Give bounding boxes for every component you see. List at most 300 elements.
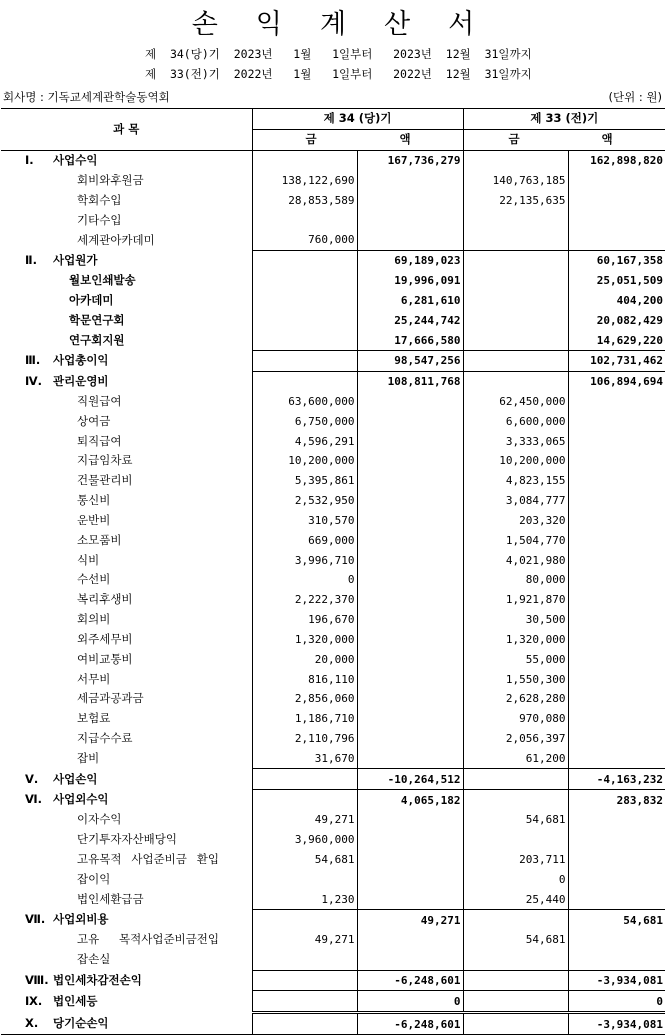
current-amount-header: [252, 129, 463, 150]
prior-total-cell: [568, 230, 665, 250]
current-total-cell: 19,996,091: [357, 271, 463, 291]
prior-total-cell: [568, 850, 665, 870]
account-cell: [1, 570, 252, 590]
account-cell: [1, 991, 252, 1013]
line-item-row: [1, 392, 665, 412]
prior-subamount-cell: 1,504,770: [463, 530, 568, 550]
current-subamount-cell: 4,596,291: [252, 431, 357, 451]
line-item-label: 운반비: [77, 512, 111, 527]
prior-subamount-cell: 1,921,870: [463, 590, 568, 610]
current-subamount-cell: 1,320,000: [252, 630, 357, 650]
prior-subamount-cell: [463, 371, 568, 391]
prior-subamount-cell: 140,763,185: [463, 170, 568, 190]
current-subamount-cell: [252, 330, 357, 350]
current-amount-left: 금: [305, 132, 317, 147]
account-cell: [1, 451, 252, 471]
line-item-label: 건물관리비: [77, 473, 133, 488]
line-item-label: 기타수입: [77, 212, 122, 227]
current-subamount-cell: 669,000: [252, 530, 357, 550]
current-total-cell: [357, 451, 463, 471]
prior-subamount-cell: [463, 790, 568, 810]
current-subamount-cell: 63,600,000: [252, 392, 357, 412]
line-item-row: [1, 889, 665, 909]
line-item-row: [1, 530, 665, 550]
current-total-cell: 69,189,023: [357, 250, 463, 270]
prior-period-header: 제 33 (전)기: [463, 109, 665, 130]
prior-subamount-cell: 1,320,000: [463, 630, 568, 650]
prior-subamount-cell: 6,600,000: [463, 411, 568, 431]
prior-total-cell: -4,163,232: [568, 769, 665, 790]
current-subamount-cell: 10,200,000: [252, 451, 357, 471]
prior-subamount-cell: [463, 330, 568, 350]
account-cell: [1, 530, 252, 550]
prior-total-cell: [568, 669, 665, 689]
account-cell: [1, 970, 252, 991]
current-subamount-cell: [252, 991, 357, 1013]
prior-total-cell: 162,898,820: [568, 150, 665, 170]
line-item-row: [1, 170, 665, 190]
line-item-row: [1, 689, 665, 709]
prior-total-cell: -3,934,081: [568, 970, 665, 991]
account-cell: [1, 250, 252, 270]
section-number: Ⅷ.: [25, 973, 49, 988]
current-amount-right: 액: [399, 132, 411, 147]
line-item-row: [1, 471, 665, 491]
current-total-cell: [357, 530, 463, 550]
prior-total-cell: 106,894,694: [568, 371, 665, 391]
line-item-row: [1, 431, 665, 451]
prior-subamount-cell: [463, 230, 568, 250]
section-label: 사업외비용: [53, 912, 109, 927]
current-subamount-cell: [252, 950, 357, 970]
statement-body: [1, 150, 665, 1034]
account-cell: [1, 729, 252, 749]
account-cell: [1, 371, 252, 391]
prior-subamount-cell: 4,823,155: [463, 471, 568, 491]
account-cell: [1, 392, 252, 412]
prior-total-cell: 283,832: [568, 790, 665, 810]
line-item-row: [1, 511, 665, 531]
section-number: Ⅹ.: [25, 1015, 39, 1030]
prior-total-cell: [568, 511, 665, 531]
prior-total-cell: [568, 190, 665, 210]
line-item-row: [1, 190, 665, 210]
section-row: [1, 910, 665, 930]
section-row: [1, 790, 665, 810]
account-cell: [1, 790, 252, 810]
line-item-label: 잡손실: [77, 952, 111, 967]
line-item-row: [1, 810, 665, 830]
account-cell: [1, 411, 252, 431]
prior-subamount-cell: 30,500: [463, 610, 568, 630]
current-subamount-cell: [252, 371, 357, 391]
section-label: 사업손익: [53, 771, 98, 786]
account-cell: [1, 590, 252, 610]
account-cell: [1, 1013, 252, 1035]
current-subamount-cell: [252, 1013, 357, 1035]
line-item-row: [1, 649, 665, 669]
account-cell: [1, 810, 252, 830]
current-total-cell: 98,547,256: [357, 350, 463, 371]
prior-total-cell: [568, 550, 665, 570]
current-total-cell: [357, 669, 463, 689]
line-item-row: [1, 610, 665, 630]
prior-total-cell: [568, 471, 665, 491]
account-cell: [1, 511, 252, 531]
prior-total-cell: 20,082,429: [596, 313, 664, 327]
line-item-label: 보험료: [77, 711, 111, 726]
prior-total-cell: [568, 930, 665, 950]
line-item-row: [1, 749, 665, 769]
current-subamount-cell: 5,395,861: [252, 471, 357, 491]
line-item-row: [1, 570, 665, 590]
current-total-cell: 6,281,610: [357, 290, 463, 310]
account-cell: [1, 950, 252, 970]
current-subamount-cell: 2,222,370: [252, 590, 357, 610]
current-subamount-cell: 1,230: [252, 889, 357, 909]
current-subamount-cell: 28,853,589: [252, 190, 357, 210]
current-subamount-cell: [252, 271, 357, 291]
line-item-label: 연구회지원: [69, 332, 125, 347]
current-total-cell: [357, 190, 463, 210]
account-cell: [1, 230, 252, 250]
line-item-row: [1, 550, 665, 570]
section-number: Ⅴ.: [25, 771, 39, 786]
account-cell: [1, 330, 252, 350]
prior-total-cell: [568, 451, 665, 471]
prior-total-cell: [568, 830, 665, 850]
current-subamount-cell: 196,670: [252, 610, 357, 630]
prior-subamount-cell: 3,333,065: [463, 431, 568, 451]
prior-subamount-cell: 10,200,000: [463, 451, 568, 471]
current-total-cell: [357, 729, 463, 749]
prior-subamount-cell: [463, 950, 568, 970]
line-item-row: [1, 950, 665, 970]
prior-subamount-cell: [463, 150, 568, 170]
prior-subamount-cell: [463, 271, 568, 291]
current-subamount-cell: [252, 310, 357, 330]
current-subamount-cell: 760,000: [252, 230, 357, 250]
prior-subamount-cell: 54,681: [463, 930, 568, 950]
current-total-cell: [357, 869, 463, 889]
line-item-row: [1, 230, 665, 250]
current-total-cell: [357, 230, 463, 250]
current-subamount-cell: [252, 769, 357, 790]
current-total-cell: [357, 830, 463, 850]
line-item-label: 복리후생비: [77, 592, 133, 607]
current-subamount-cell: [252, 910, 357, 930]
account-cell: [1, 889, 252, 909]
prior-total-cell: 25,051,509: [596, 274, 664, 288]
account-cell: [1, 930, 252, 950]
current-subamount-cell: 3,996,710: [252, 550, 357, 570]
prior-subamount-cell: 61,200: [463, 749, 568, 769]
current-total-cell: 25,244,742: [357, 310, 463, 330]
section-row: [1, 350, 665, 371]
line-item-row: [1, 830, 665, 850]
line-item-label: 잡이익: [77, 871, 111, 886]
account-cell: [1, 271, 252, 291]
prior-subamount-cell: 55,000: [463, 649, 568, 669]
prior-subamount-cell: 4,021,980: [463, 550, 568, 570]
line-item-row: [1, 330, 665, 350]
current-total-cell: [357, 570, 463, 590]
account-cell: [1, 350, 252, 371]
current-total-cell: [357, 392, 463, 412]
account-cell: [1, 630, 252, 650]
prior-subamount-cell: 25,440: [463, 889, 568, 909]
current-subamount-cell: [252, 970, 357, 991]
current-subamount-cell: 54,681: [252, 850, 357, 870]
account-cell: [1, 310, 252, 330]
section-number: Ⅶ.: [25, 912, 46, 927]
prior-subamount-cell: [463, 970, 568, 991]
line-item-label: 수선비: [77, 572, 111, 587]
section-row: [1, 970, 665, 991]
account-cell: [1, 869, 252, 889]
current-subamount-cell: 20,000: [252, 649, 357, 669]
prior-total-cell: [568, 210, 665, 230]
line-item-row: [1, 850, 665, 870]
current-subamount-cell: 31,670: [252, 749, 357, 769]
prior-subamount-cell: 62,450,000: [463, 392, 568, 412]
prior-amount-header: [463, 129, 665, 150]
section-label: 사업원가: [53, 252, 98, 267]
account-cell: [1, 850, 252, 870]
prior-total-cell: 54,681: [568, 910, 665, 930]
line-item-label: 지급임차료: [77, 453, 133, 468]
current-subamount-cell: 6,750,000: [252, 411, 357, 431]
prior-subamount-cell: 54,681: [463, 810, 568, 830]
line-item-row: [1, 310, 665, 330]
account-cell: [1, 290, 252, 310]
section-number: Ⅳ.: [25, 373, 43, 388]
line-item-label: 외주세무비: [77, 631, 133, 646]
prior-total-cell: 0: [568, 991, 665, 1013]
prior-subamount-cell: 203,711: [463, 850, 568, 870]
prior-total-cell: [568, 749, 665, 769]
current-total-cell: 108,811,768: [357, 371, 463, 391]
current-subamount-cell: 816,110: [252, 669, 357, 689]
section-label: 사업총이익: [53, 353, 109, 368]
account-cell: [1, 150, 252, 170]
prior-total-cell: [568, 889, 665, 909]
prior-subamount-cell: [463, 290, 568, 310]
prior-subamount-cell: 203,320: [463, 511, 568, 531]
line-item-row: [1, 869, 665, 889]
current-total-cell: [357, 889, 463, 909]
current-total-cell: [357, 491, 463, 511]
current-subamount-cell: 2,110,796: [252, 729, 357, 749]
prior-amount-left: 금: [508, 132, 520, 147]
line-item-row: [1, 709, 665, 729]
line-item-row: [1, 491, 665, 511]
prior-total-cell: [568, 869, 665, 889]
line-item-label: 직원급여: [77, 394, 122, 408]
line-item-row: [1, 669, 665, 689]
line-item-row: [1, 590, 665, 610]
line-item-row: [1, 290, 665, 310]
prior-total-cell: -3,934,081: [568, 1013, 665, 1035]
line-item-label: 학회수입: [77, 192, 122, 207]
account-cell: [1, 689, 252, 709]
section-label: 사업수익: [53, 153, 98, 168]
line-item-row: [1, 729, 665, 749]
current-total-cell: [357, 590, 463, 610]
line-item-label: 세금과공과금: [77, 691, 144, 706]
current-total-cell: [357, 850, 463, 870]
current-total-cell: [357, 550, 463, 570]
line-item-label: 서무비: [77, 671, 111, 686]
current-total-cell: [357, 610, 463, 630]
period-prior: 제 33(전)기 2022년 1월 1일부터 2022년 12월 31일까지: [145, 67, 532, 81]
current-subamount-cell: [252, 210, 357, 230]
account-cell: [1, 610, 252, 630]
period-current: 제 34(당)기 2023년 1월 1일부터 2023년 12월 31일까지: [145, 47, 532, 61]
section-label: 법인세등: [53, 994, 98, 1009]
current-total-cell: [357, 431, 463, 451]
prior-subamount-cell: 970,080: [463, 709, 568, 729]
prior-subamount-cell: [463, 910, 568, 930]
section-label: 관리운영비: [53, 373, 109, 388]
line-item-label: 퇴직급여: [77, 433, 122, 448]
account-cell: [1, 749, 252, 769]
current-total-cell: [357, 471, 463, 491]
current-total-cell: [357, 709, 463, 729]
prior-total-cell: [568, 530, 665, 550]
account-cell: [1, 471, 252, 491]
prior-subamount-cell: [463, 991, 568, 1013]
section-label: 당기순손익: [53, 1015, 109, 1030]
current-subamount-cell: 49,271: [252, 810, 357, 830]
current-subamount-cell: [252, 250, 357, 270]
prior-subamount-cell: [463, 310, 568, 330]
line-item-label: 잡비: [77, 751, 100, 766]
income-statement-table: [1, 108, 665, 1035]
prior-subamount-cell: 80,000: [463, 570, 568, 590]
current-total-cell: 0: [357, 991, 463, 1013]
line-item-label: 통신비: [77, 493, 111, 508]
current-subamount-cell: [252, 150, 357, 170]
current-total-cell: [357, 649, 463, 669]
section-number: Ⅰ.: [25, 153, 34, 168]
account-cell: [1, 649, 252, 669]
current-total-cell: -10,264,512: [357, 769, 463, 790]
section-number: Ⅲ.: [25, 353, 41, 368]
section-number: Ⅸ.: [25, 994, 43, 1009]
current-subamount-cell: 3,960,000: [252, 830, 357, 850]
current-subamount-cell: 1,186,710: [252, 709, 357, 729]
current-total-cell: [357, 511, 463, 531]
prior-total-cell: [568, 590, 665, 610]
prior-total-cell: [568, 729, 665, 749]
line-item-label: 상여금: [77, 413, 111, 428]
line-item-row: [1, 210, 665, 230]
prior-subamount-cell: 3,084,777: [463, 491, 568, 511]
prior-total-cell: 102,731,462: [568, 350, 665, 371]
current-total-cell: 4,065,182: [357, 790, 463, 810]
current-subamount-cell: [252, 290, 357, 310]
line-item-label: 학문연구회: [69, 312, 125, 327]
prior-total-cell: [568, 431, 665, 451]
prior-total-cell: [568, 570, 665, 590]
prior-total-cell: [568, 630, 665, 650]
current-subamount-cell: [252, 790, 357, 810]
prior-total-cell: [568, 810, 665, 830]
current-total-cell: [357, 749, 463, 769]
prior-total-cell: [568, 491, 665, 511]
account-cell: [1, 910, 252, 930]
prior-subamount-cell: 2,628,280: [463, 689, 568, 709]
prior-subamount-cell: [463, 210, 568, 230]
line-item-label: 고유목적 사업준비금 환입: [77, 852, 219, 867]
current-total-cell: [357, 210, 463, 230]
section-row: [1, 150, 665, 170]
line-item-label: 세계관아카데미: [77, 232, 155, 247]
prior-total-cell: 404,200: [616, 293, 664, 307]
line-item-row: [1, 271, 665, 291]
current-subamount-cell: [252, 869, 357, 889]
prior-subamount-cell: [463, 830, 568, 850]
section-row: [1, 991, 665, 1013]
current-subamount-cell: 310,570: [252, 511, 357, 531]
section-row: [1, 769, 665, 790]
line-item-label: 소모품비: [77, 532, 122, 547]
section-label: 사업외수익: [53, 792, 109, 807]
section-number: Ⅵ.: [25, 792, 43, 807]
current-subamount-cell: 0: [252, 570, 357, 590]
company-name: 회사명 : 기독교세계관학술동역회: [3, 90, 170, 104]
prior-subamount-cell: 1,550,300: [463, 669, 568, 689]
current-total-cell: [357, 170, 463, 190]
current-total-cell: [357, 411, 463, 431]
prior-subamount-cell: [463, 350, 568, 371]
prior-total-cell: [568, 170, 665, 190]
line-item-label: 여비교통비: [77, 651, 133, 666]
line-item-label: 월보인쇄발송: [69, 273, 136, 288]
current-subamount-cell: 49,271: [252, 930, 357, 950]
line-item-row: [1, 451, 665, 471]
account-cell: [1, 210, 252, 230]
current-total-cell: -6,248,601: [357, 970, 463, 991]
current-subamount-cell: 2,856,060: [252, 689, 357, 709]
current-total-cell: [357, 689, 463, 709]
prior-subamount-cell: [463, 250, 568, 270]
account-cell: [1, 709, 252, 729]
current-total-cell: -6,248,601: [357, 1013, 463, 1035]
prior-subamount-cell: [463, 769, 568, 790]
current-total-cell: [357, 810, 463, 830]
line-item-label: 지급수수료: [77, 731, 133, 746]
unit-label: (단위 : 원): [608, 90, 662, 104]
current-total-cell: 167,736,279: [357, 150, 463, 170]
prior-total-cell: [568, 689, 665, 709]
section-row: [1, 250, 665, 270]
line-item-label: 회비와후원금: [77, 172, 144, 187]
line-item-row: [1, 630, 665, 650]
section-label: 법인세차감전손익: [53, 973, 142, 988]
line-item-row: [1, 930, 665, 950]
line-item-label: 고유 목적사업준비금전입: [77, 932, 219, 947]
prior-total-cell: [568, 649, 665, 669]
current-total-cell: [357, 950, 463, 970]
line-item-label: 이자수익: [77, 812, 122, 827]
account-cell: [1, 669, 252, 689]
current-total-cell: 17,666,580: [357, 330, 463, 350]
section-row: [1, 1013, 665, 1035]
section-row: [1, 371, 665, 391]
line-item-row: [1, 411, 665, 431]
